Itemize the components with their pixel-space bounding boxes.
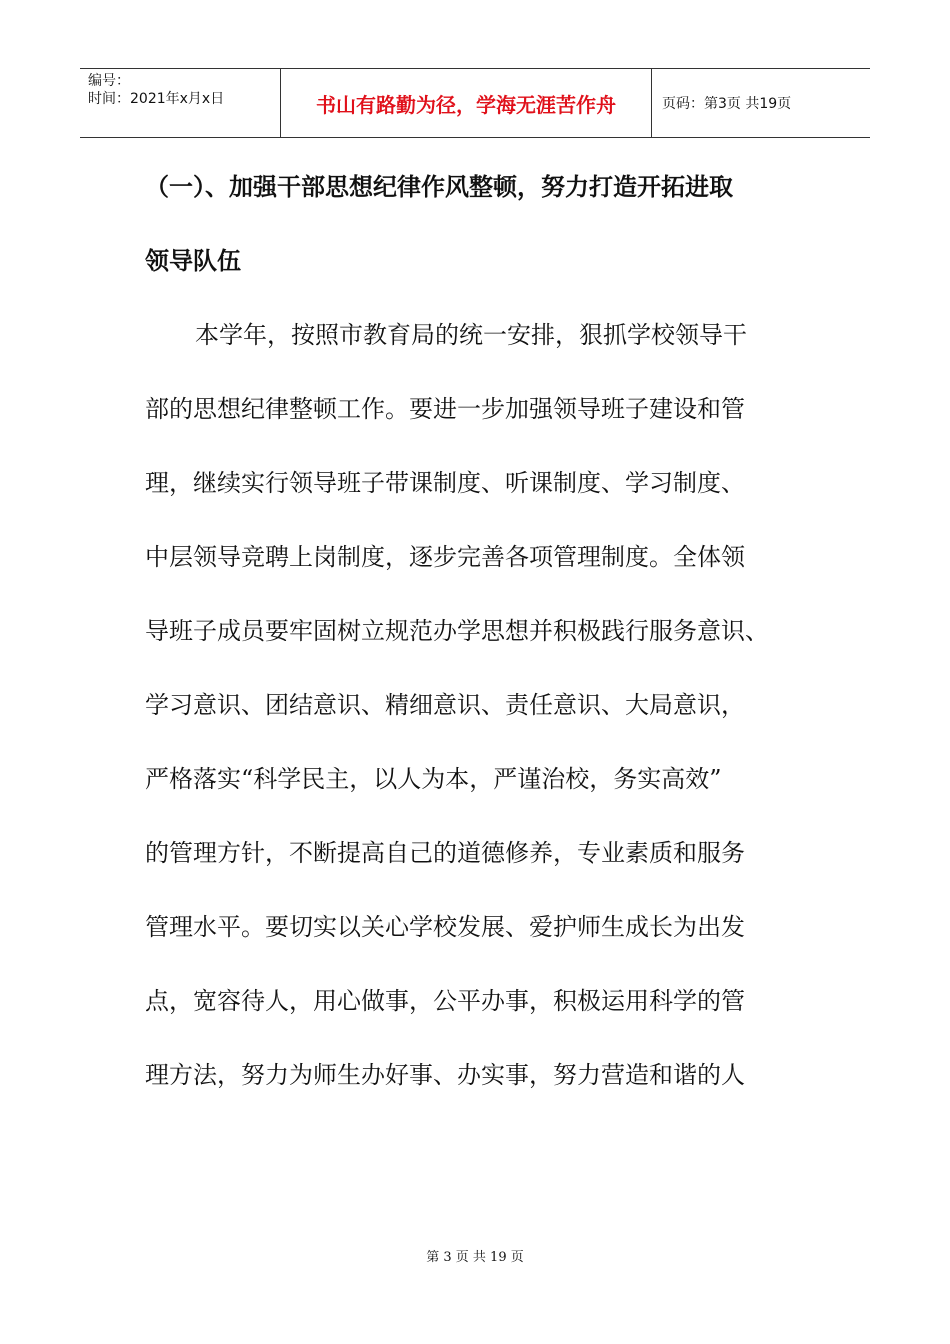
paragraph-line: 导班子成员要牢固树立规范办学思想并积极践行服务意识、 — [145, 617, 769, 645]
paragraph-line: 部的思想纪律整顿工作。要进一步加强领导班子建设和管 — [145, 395, 745, 423]
date-label: 时间：2021年x月x日 — [88, 91, 225, 107]
header-page-info: 页码：第3页 共19页 — [662, 96, 792, 112]
document-body — [145, 160, 805, 1122]
paragraph-line: 本学年，按照市教育局的统一安排，狠抓学校领导干 — [195, 321, 747, 349]
paragraph-line: 点，宽容待人，用心做事，公平办事，积极运用科学的管 — [145, 987, 745, 1015]
page-footer: 第 3 页 共 19 页 — [426, 1250, 524, 1265]
paragraph-line: 理，继续实行领导班子带课制度、听课制度、学习制度、 — [145, 469, 745, 497]
paragraph-line: 管理水平。要切实以关心学校发展、爱护师生成长为出发 — [145, 913, 745, 941]
paragraph-line: 的管理方针，不断提高自己的道德修养，专业素质和服务 — [145, 839, 745, 867]
section-heading-line-2: 领导队伍 — [145, 247, 241, 275]
page-header — [80, 68, 870, 138]
section-heading-line-1: （一）、加强干部思想纪律作风整顿，努力打造开拓进取 — [145, 173, 733, 201]
number-label: 编号： — [88, 73, 130, 89]
header-meta — [80, 69, 281, 137]
paragraph-line: 中层领导竞聘上岗制度，逐步完善各项管理制度。全体领 — [145, 543, 745, 571]
paragraph-line: 学习意识、团结意识、精细意识、责任意识、大局意识， — [145, 691, 745, 719]
header-motto: 书山有路勤为径，学海无涯苦作舟 — [281, 69, 652, 137]
paragraph-line: 严格落实“科学民主，以人为本，严谨治校，务实高效” — [145, 765, 722, 793]
paragraph-line: 理方法，努力为师生办好事、办实事，努力营造和谐的人 — [145, 1061, 745, 1089]
